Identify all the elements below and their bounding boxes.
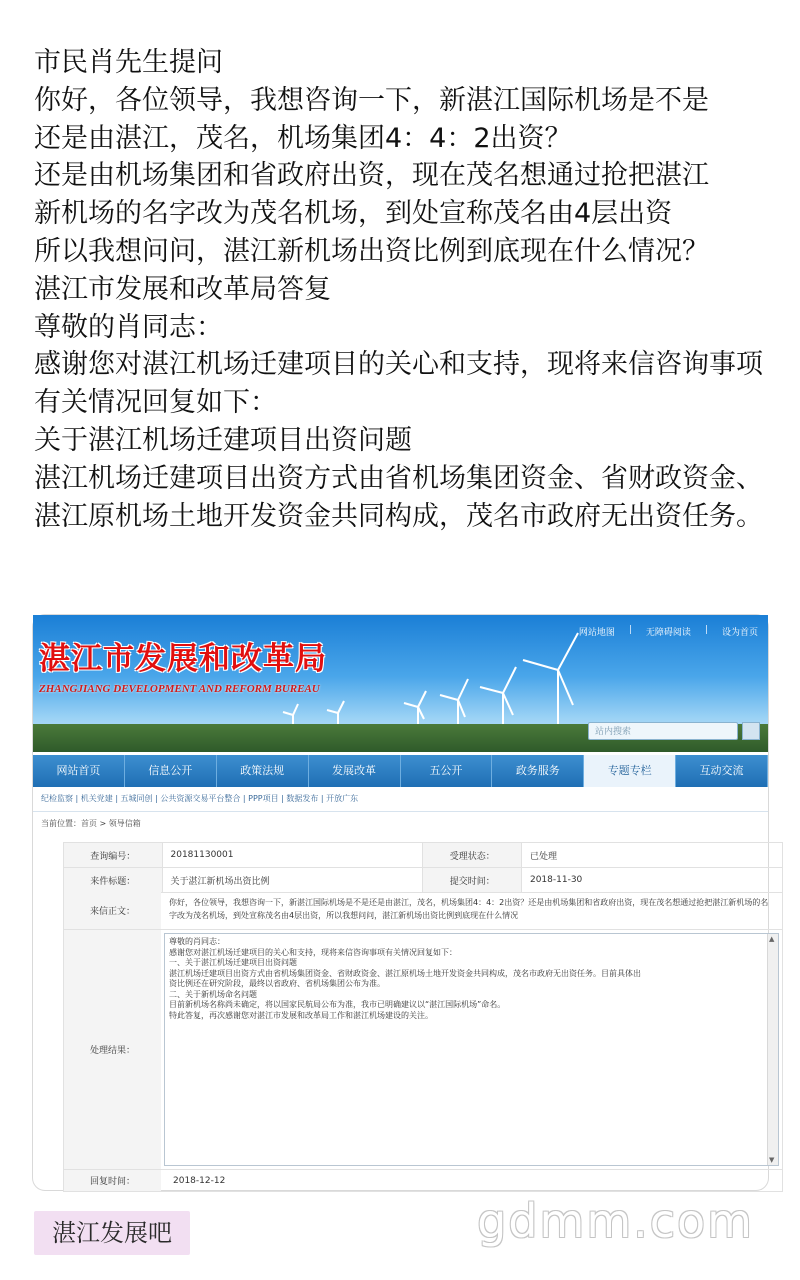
- main-nav: [33, 755, 768, 787]
- site-banner: [33, 615, 768, 752]
- post-line: 感谢您对湛江机场迁建项目的关心和支持，现将来信咨询事项有关情况回复如下：: [34, 349, 763, 419]
- reply-time-label: 回复时间：: [64, 1170, 161, 1191]
- result-line: 感谢您对湛江机场迁建项目的关心和支持，现将来信咨询事项有关情况回复如下：: [169, 947, 457, 957]
- post-line: 市民肖先生提问: [34, 47, 223, 78]
- site-subtitle: ZHANGJIANG DEVELOPMENT AND REFORM BUREAU: [39, 683, 320, 695]
- scrollbar[interactable]: [767, 934, 778, 1165]
- nav-interaction[interactable]: 互动交流: [676, 755, 768, 787]
- post-line: 你好，各位领导，我想咨询一下，新湛江国际机场是不是: [34, 84, 709, 116]
- nav-services[interactable]: 政务服务: [492, 755, 584, 787]
- result-row: [63, 930, 783, 1170]
- title-label: 来件标题：: [64, 868, 163, 893]
- content-label: 来信正文：: [64, 892, 161, 929]
- nav-policy[interactable]: 政策法规: [217, 755, 309, 787]
- search-icon[interactable]: [742, 722, 760, 740]
- result-label: 处理结果：: [64, 930, 161, 1169]
- nav-topics[interactable]: 专题专栏: [584, 755, 676, 787]
- nav-info-public[interactable]: 信息公开: [125, 755, 217, 787]
- post-line: 湛江市发展和改革局答复: [34, 273, 331, 305]
- breadcrumb: 当前位置：首页 > 领导信箱: [41, 819, 141, 828]
- result-textarea[interactable]: [164, 933, 779, 1166]
- search-input[interactable]: 站内搜索: [588, 722, 738, 740]
- result-line: 特此答复，再次感谢您对湛江市发展和改革局工作和湛江机场建设的关注。: [169, 1010, 433, 1020]
- nav-five-public[interactable]: 五公开: [401, 755, 493, 787]
- submit-time-label: 提交时间：: [423, 868, 522, 893]
- nav-home[interactable]: 网站首页: [33, 755, 125, 787]
- content-text: 你好，各位领导，我想咨询一下，新湛江国际机场是不是还是由湛江，茂名，机场集团4：4：2出资？还是由机场集团和省政府出资，现在茂名想通过抢把湛江新机场的名字改为茂名机场，到处宣称茂名由4层出资，所以我想问问，湛江新机场出资比例到底现在什么情况: [169, 898, 769, 920]
- topic-tag[interactable]: 湛江发展吧: [34, 1211, 190, 1255]
- result-line: 湛江机场迁建项目出资方式由省机场集团资金、省财政资金、湛江原机场土地开发资金共同构成，茂名市政府无出资任务。目前具体出: [169, 968, 641, 978]
- set-homepage-link[interactable]: 设为首页: [721, 628, 758, 638]
- post-line: 还是由湛江，茂名，机场集团4：4：2出资？: [34, 122, 572, 154]
- nav-development[interactable]: 发展改革: [309, 755, 401, 787]
- query-no-value: 20181130001: [162, 843, 423, 868]
- watermark: gdmm.com: [477, 1194, 754, 1248]
- letter-info-table: [63, 842, 783, 893]
- post-line: 新机场的名字改为茂名机场，到处宣称茂名由4层出资: [34, 198, 673, 230]
- separator: |: [628, 625, 632, 635]
- post-line: 关于湛江机场迁建项目出资问题: [34, 424, 412, 456]
- post-text: [34, 44, 774, 535]
- embedded-screenshot: [33, 615, 775, 1190]
- separator: |: [704, 625, 708, 635]
- status-value: 已处理: [521, 843, 782, 868]
- site-title: 湛江市发展和改革局: [39, 641, 327, 677]
- reply-time-value: 2018-12-12: [173, 1176, 226, 1186]
- status-label: 受理状态：: [423, 843, 522, 868]
- post-line: 还是由机场集团和省政府出资，现在茂名想通过抢把湛江: [34, 160, 709, 192]
- scroll-up-icon[interactable]: ▲: [769, 935, 775, 943]
- submit-time-value: 2018-11-30: [521, 868, 782, 893]
- title-value: 关于湛江新机场出资比例: [162, 868, 423, 893]
- result-line: 资比例还在研究阶段，最终以省政府、省机场集团公布为准。: [169, 979, 385, 988]
- result-line: 一、关于湛江机场迁建项目出资问题: [169, 958, 297, 967]
- post-line: 所以我想问问，湛江新机场出资比例到底现在什么情况？: [34, 235, 709, 267]
- accessibility-link[interactable]: 无障碍阅读: [645, 628, 691, 638]
- result-line: 目前新机场名称尚未确定，将以国家民航局公布为准，我市已明确建议以“湛江国际机场”命名。: [169, 1000, 506, 1009]
- post-line: 尊敬的肖同志：: [34, 311, 223, 343]
- reply-time-row: [63, 1170, 783, 1192]
- result-line: 二、关于新机场命名问题: [169, 989, 257, 999]
- result-line: 尊敬的肖同志：: [169, 937, 225, 946]
- scroll-down-icon[interactable]: ▼: [769, 1155, 775, 1164]
- sub-links[interactable]: 纪检监察 | 机关党建 | 五城同创 | 公共资源交易平台整合 | PPP项目 | 数据发布 | 开放广东: [33, 787, 768, 812]
- query-no-label: 查询编号：: [64, 843, 163, 868]
- sitemap-link[interactable]: 网站地图: [578, 628, 615, 638]
- top-links: [579, 625, 758, 638]
- letter-content-row: [63, 892, 783, 930]
- post-line: 湛江机场迁建项目出资方式由省机场集团资金、省财政资金、湛江原机场土地开发资金共同构成，茂名市政府无出资任务。: [34, 462, 763, 532]
